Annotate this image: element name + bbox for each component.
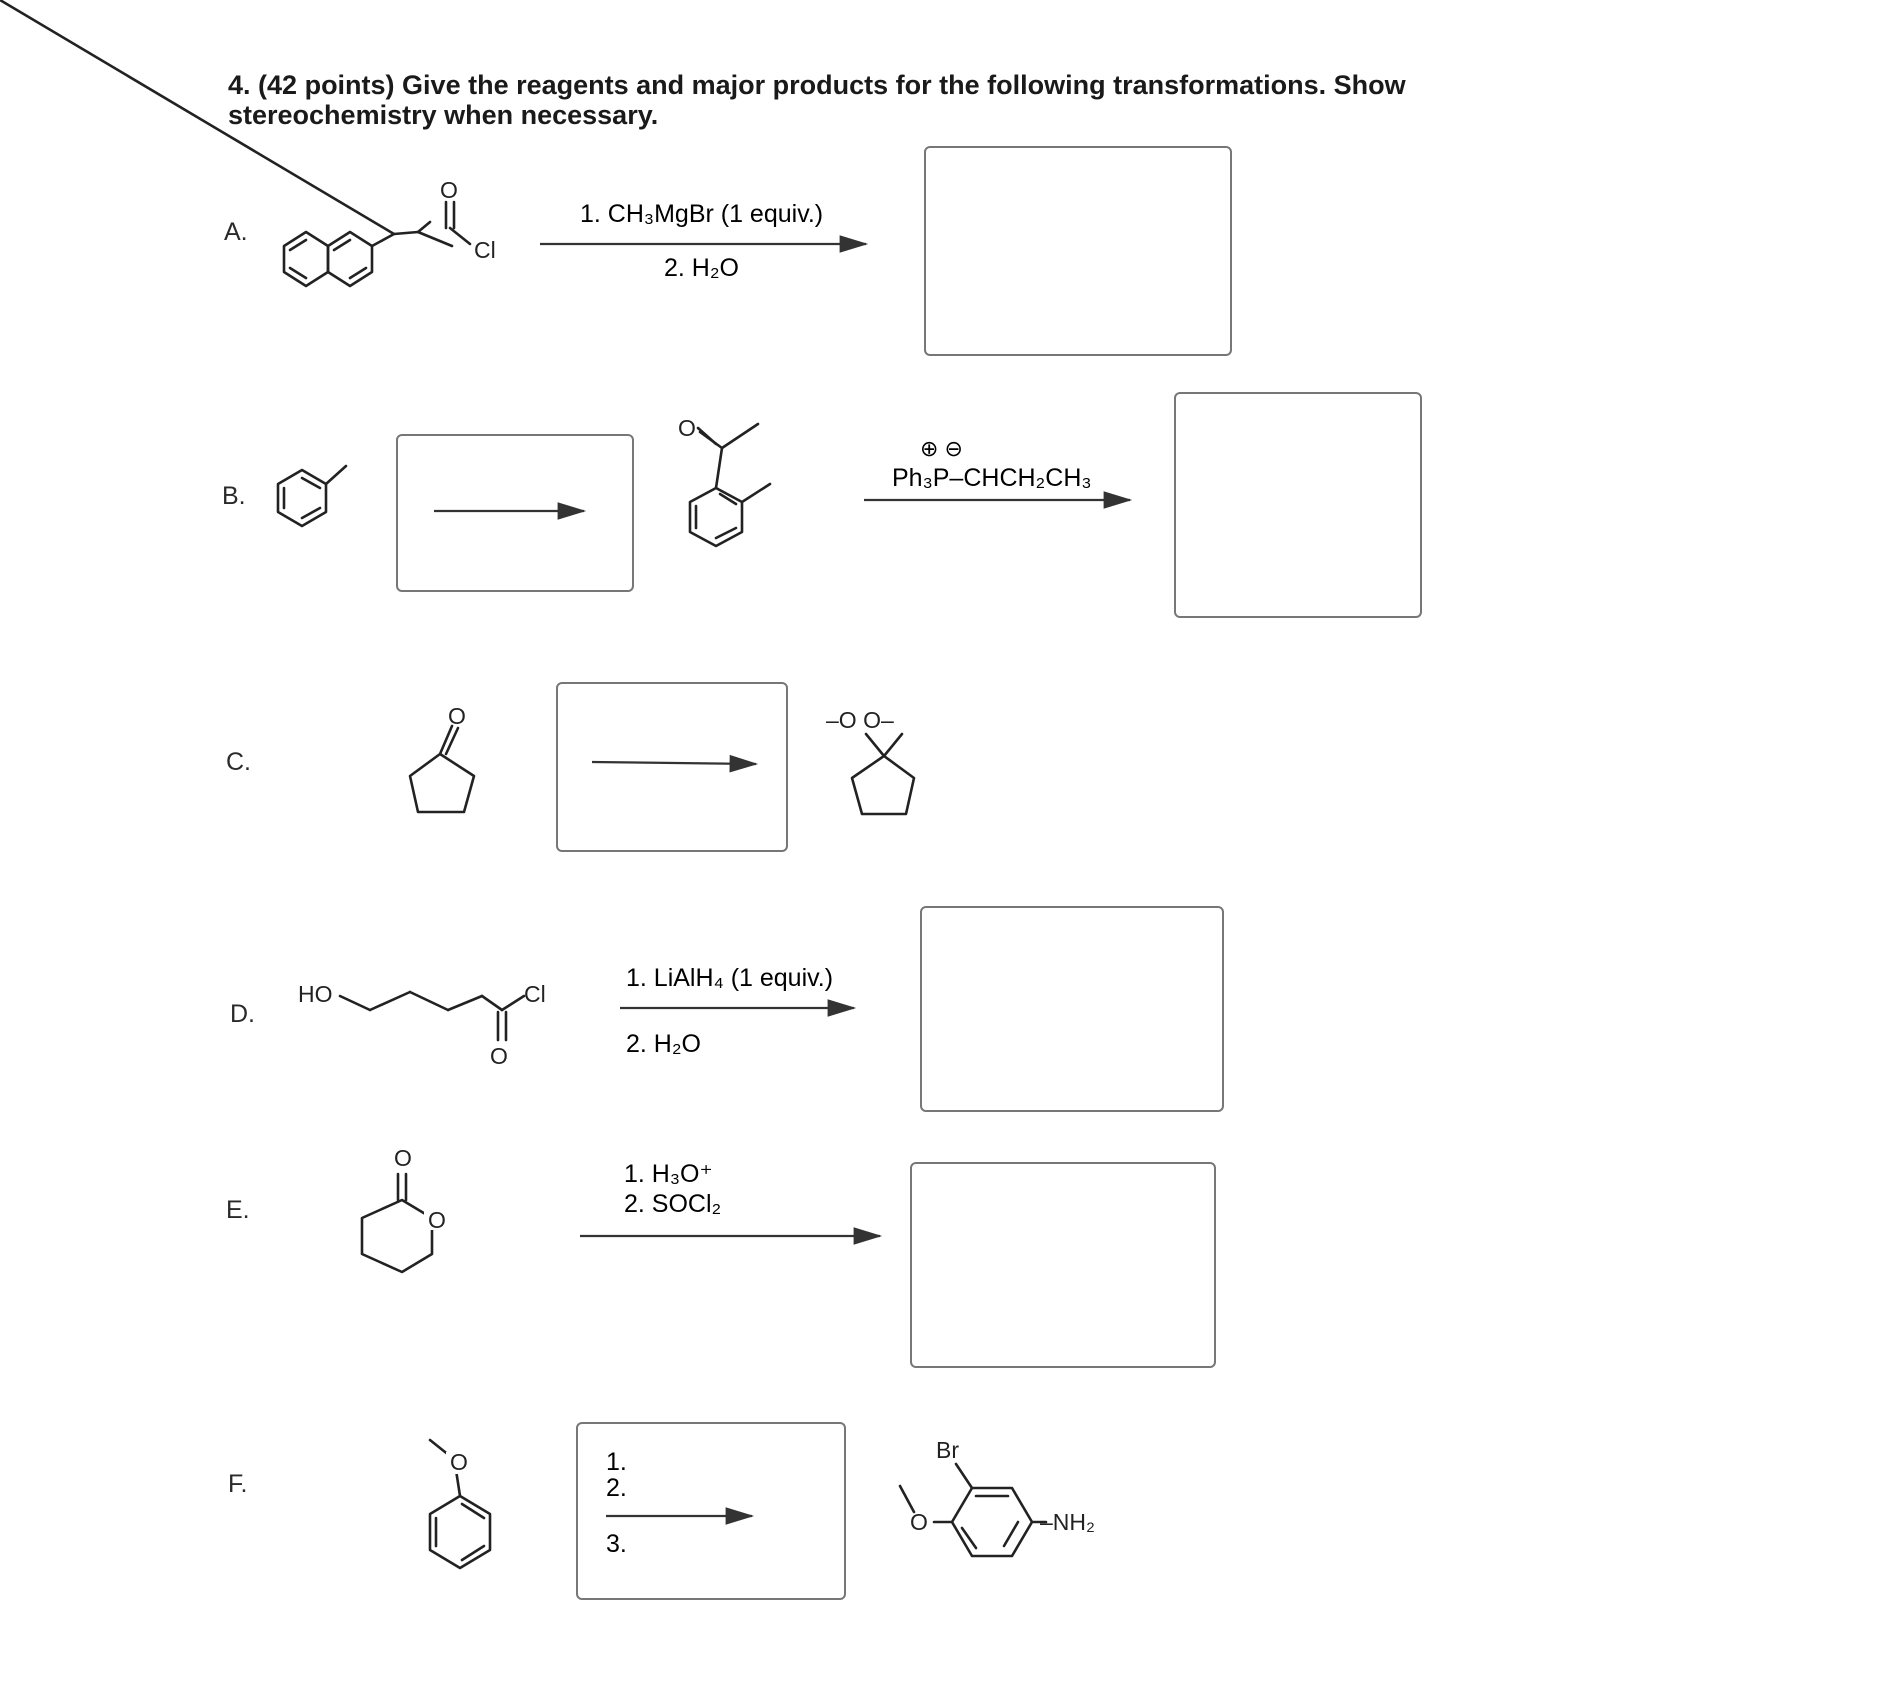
reagent-f-step3: 3. (606, 1530, 627, 1558)
structure-c-ketal (852, 734, 914, 814)
atom-b-oxygen: O (678, 415, 696, 441)
reagent-e-step1: 1. H₃O⁺ (624, 1160, 713, 1188)
reagent-b-ylide: Ph₃P–CHCH₂CH₃ (892, 464, 1092, 492)
reagent-d-step1: 1. LiAlH₄ (1 equiv.) (626, 964, 834, 992)
ylide-charges: ⊕ ⊖ (920, 436, 963, 461)
atom-a-oxygen: O (440, 177, 458, 203)
structure-d-chain (340, 992, 524, 1040)
atom-f-amine: –NH₂ (1040, 1509, 1095, 1535)
atom-d-hydroxyl: HO (298, 981, 333, 1007)
atom-c-oxygen: O (448, 703, 466, 729)
reagent-f-step2: 2. (606, 1474, 627, 1502)
reagent-d-step2: 2. H₂O (626, 1030, 701, 1058)
atom-d-oxygen: O (490, 1043, 508, 1069)
reagent-f-step1: 1. (606, 1448, 627, 1476)
atom-f-product-oxygen: O (910, 1509, 928, 1535)
atom-e-carbonyl-oxygen: O (394, 1145, 412, 1171)
atom-d-chlorine: Cl (524, 981, 546, 1007)
label-c: C. (226, 748, 251, 776)
ketal-label: –O O– (826, 707, 894, 733)
structure-c-cyclopentanone (410, 726, 474, 812)
reagent-a-step1: 1. CH₃MgBr (1 equiv.) (580, 200, 824, 228)
question-body: (42 points) Give the reagents and major products for the following transformations. Show stereochemistry when necessary. (228, 70, 1406, 130)
structure-e-lactone (362, 1174, 432, 1272)
question-number: 4. (228, 70, 251, 100)
structure-b-methylacetophenone (690, 424, 770, 546)
label-b: B. (222, 482, 246, 510)
structure-a-naphthoyl-chloride (0, 0, 470, 286)
label-a: A. (224, 218, 248, 246)
arrow-c-reagent (592, 762, 756, 764)
label-e: E. (226, 1196, 250, 1224)
atom-a-chlorine: Cl (474, 237, 496, 263)
reagent-e-step2: 2. SOCl₂ (624, 1190, 722, 1218)
label-f: F. (228, 1470, 248, 1498)
label-d: D. (230, 1000, 255, 1028)
atom-f-oxygen: O (450, 1449, 468, 1475)
structure-b-toluene (278, 466, 346, 526)
reagent-a-step2: 2. H₂O (664, 254, 739, 282)
atom-f-bromine: Br (936, 1437, 959, 1463)
atom-e-ring-oxygen: O (428, 1207, 446, 1233)
